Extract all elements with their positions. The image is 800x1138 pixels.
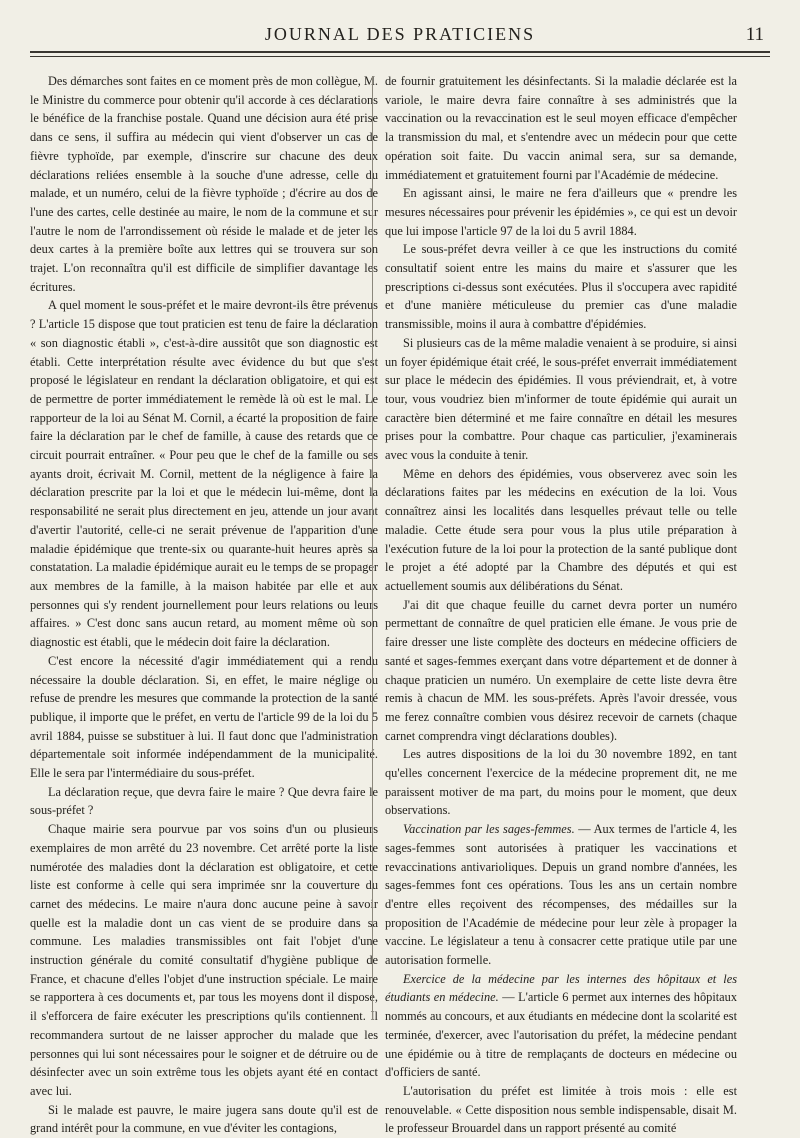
paragraph: Chaque mairie sera pourvue par vos soins d'un ou plusieurs exemplaires de mon arrêté du 23 novembre. Cet arrêté porte la liste numérotée des maladies dont la déclaration est obligatoire, et cette liste est conforme à celle qui sera imprimée snr la couverture du carnet des médecins. Le maire n'aura donc aucune peine à savoir quelle est la maladie dont un cas vient de se produire dans sa commune. Les maladies transmissibles ont fait l'objet d'une instruction générale du comité consultatif d'hygiène publique de France, et chacune d'elles l'objet d'une instruction spéciale. Le maire se rapportera à ces documents et, par tous les moyens dont il dispose, il s'efforcera de faire exécuter les prescriptions qu'ils contiennent. Il recommandera surtout de ne laisser approcher du malade que les personnes qui lui sont nécessaires pour le soigner et de détruire ou de désinfecter avec un soin extrême tous les objets ayant été en contact avec lui. [30,822,378,1098]
paragraph [385,970,737,1082]
paragraph: de fournir gratuitement les désinfectants. Si la maladie déclarée est la variole, le maire devra faire connaître à ses administrés que la vaccination ou la revaccination est le seul moyen efficace d'empêcher la transmission du mal, et s'entendre avec un médecin pour que cette opération soit faite. Du vaccin animal sera, sur sa demande, immédiatement et gratuitement fourni par l'Académie de médecine. [385,74,737,182]
right-column [385,72,737,1138]
paragraph: Même en dehors des épidémies, vous observerez avec soin les déclarations faites par les médecins en exécution de la loi. Vous connaîtrez ainsi les localités dans lesquelles prévaut telle ou telle maladie. Cette étude sera pour vous la plus utile préparation à l'exécution future de la loi pour la protection de la santé publique dont le projet a été adopté par la Chambre des députés et qui est actuellement soumis aux délibérations du Sénat. [385,466,737,593]
paragraph-body: — Aux termes de l'article 4, les sages-femmes sont autorisées à pratiquer les vaccinations et revaccinations antivarioliques. Depuis un grand nombre d'années, les sages-femmes font ces opérations. Tous les ans un certain nombre d'entre elles reçoivent des récompenses, des médailles sur la proposition de l'Académie de médecine pour leur zèle à propager la vaccine. Le législateur a tenu à consacrer cette pratique utile par une autorisation formelle. [385,822,737,968]
running-header [30,14,770,54]
paragraph-body: — L'article 6 permet aux internes des hôpitaux nommés au concours, et aux étudiants en médecine dont la scolarité est terminée, d'exercer, avec l'autorisation du préfet, la médecine pendant une épidémie ou à titre de remplaçants de docteurs en médecine ou d'officiers de santé. [385,990,737,1080]
paragraph: Des démarches sont faites en ce moment près de mon collègue, M. le Ministre du commerce pour obtenir qu'il accorde à ces déclarations le bénéfice de la franchise postale. Quand une décision aura été prise dans ce sens, il suffira au médecin qui vient d'observer un cas de fièvre typhoïde, par exemple, d'inscrire sur chacune des deux déclarations reliées ensemble à la souche d'une adresse, celle du malade, et un numéro, celui de la fièvre typhoïde ; d'écrire au dos de l'une des cartes, celle destinée au maire, le nom de la commune et sur l'autre le nom de l'arrondissement où réside le malade et de jeter les deux cartes à la première boîte aux lettres qui se trouvera sur son trajet. L'on reconnaîtra qu'il est difficile de simplifier davantage les écritures. [30,74,378,294]
paragraph: C'est encore la nécessité d'agir immédiatement qui a rendu nécessaire la double déclaration. Si, en effet, le maire néglige ou refuse de prendre les mesures que commande la protection de la santé publique, il importe que le préfet, en vertu de l'article 99 de la loi du 5 avril 1884, puisse se substituer à lui. Il faut donc que l'administration départementale soit informée indépendamment de la municipalité. Elle le sera par l'intermédiaire du sous-préfet. [30,653,378,781]
header-rule-thin [30,56,770,57]
paragraph: Le sous-préfet devra veiller à ce que les instructions du comité consultatif soient entre les mains du maire et s'assurer que les prescriptions ci-dessus sont exécutées. Plus il s'occupera avec rapidité et d'une manière méticuleuse du premier cas d'une maladie transmissible, moins il aura à combattre d'épidémies. [385,242,737,332]
paragraph: L'autorisation du préfet est limitée à trois mois : elle est renouvelable. « Cette disposition nous semble indispensable, disait M. le professeur Brouardel dans un rapport présenté au comité [385,1083,737,1136]
section-heading: Vaccination par les sages-femmes. [403,822,575,837]
header-rule-thick [30,51,770,53]
column-divider [372,76,373,1020]
journal-title: JOURNAL DES PRATICIENS [264,24,536,44]
paragraph: J'ai dit que chaque feuille du carnet devra porter un numéro permettant de connaître de quel praticien elle émane. Je vous prie de faire dresser une liste complète des docteurs en médecine officiers de santé et sages-femmes exerçant dans votre département et de donner à chaque praticien un numéro. Un exemplaire de cette liste devra être remis à chacun de MM. les sous-préfets. Après l'avoir dressée, vous me ferez connaître combien vous désirez recevoir de carnets (chaque carnet comprendra vingt déclarations doubles). [385,597,737,743]
paragraph: Les autres dispositions de la loi du 30 novembre 1892, en tant qu'elles concernent l'exercice de la médecine proprement dit, ne me paraissent motiver de ma part, du moins pour le moment, que deux observations. [385,747,737,818]
left-column [30,72,378,1138]
paragraph [385,820,737,970]
paragraph: A quel moment le sous-préfet et le maire devront-ils être prévenus ? L'article 15 dispose que tout praticien est tenu de faire la déclaration « son diagnostic établi », c'est-à-dire aussitôt que son diagnostic est établi. Cette interprétation résulte avec évidence du but que s'est proposé le législateur en rendant la déclaration obligatoire, et qui est de permettre de porter immédiatement le remède là où est le mal. Le rapporteur de la loi au Sénat M. Cornil, a écarté la proposition de faire faire la déclaration par le chef de famille, à cause des retards que ce circuit pourrait entraîner. « Pour peu que le chef de la famille ou ses ayants droit, écrivait M. Cornil, mettent de la négligence à faire la déclaration prescrite par la loi et que le médecin lui-même, dont la responsabilité ne serait plus directement en jeu, attende un jour avant d'avertir l'autorité, celle-ci ne serait prévenue de l'apparition d'une maladie épidémique que trente-six ou quarante-huit heures après sa constatation. La maladie épidémique aurait eu le temps de se propager aux membres de la famille, à la maison habitée par elle et aux personnes qui s'y rendent journellement pour leurs relations ou leurs affaires. » C'est donc sans aucun retard, au moment même où son diagnostic est établi, que le médecin doit faire la déclaration. [30,298,378,650]
paragraph: En agissant ainsi, le maire ne fera d'ailleurs que « prendre les mesures nécessaires pour prévenir les épidémies », ce qui est un devoir que lui impose l'article 97 de la loi du 5 avril 1884. [385,186,737,238]
section-heading: Exercice de la médecine par les internes des hôpitaux et les étudiants en médecine. [385,971,737,1005]
paragraph: La déclaration reçue, que devra faire le maire ? Que devra faire le sous-préfet ? [30,784,378,818]
paragraph: Si le malade est pauvre, le maire jugera sans doute qu'il est de grand intérêt pour la commune, en vue d'éviter les contagions, [30,1102,378,1136]
page-number: 11 [745,24,764,45]
paragraph: Si plusieurs cas de la même maladie venaient à se produire, si ainsi un foyer épidémique était créé, le sous-préfet enverrait immédiatement sur place le médecin des épidémies. Il vous préviendrait, et, à votre tour, vous voudriez bien m'informer de toute épidémie qui aurait un caractère bien déterminé et me faire connaître en détail les mesures prises pour la combattre. Pour chaque cas particulier, j'examinerais avec vous la conduite à tenir. [385,335,737,463]
